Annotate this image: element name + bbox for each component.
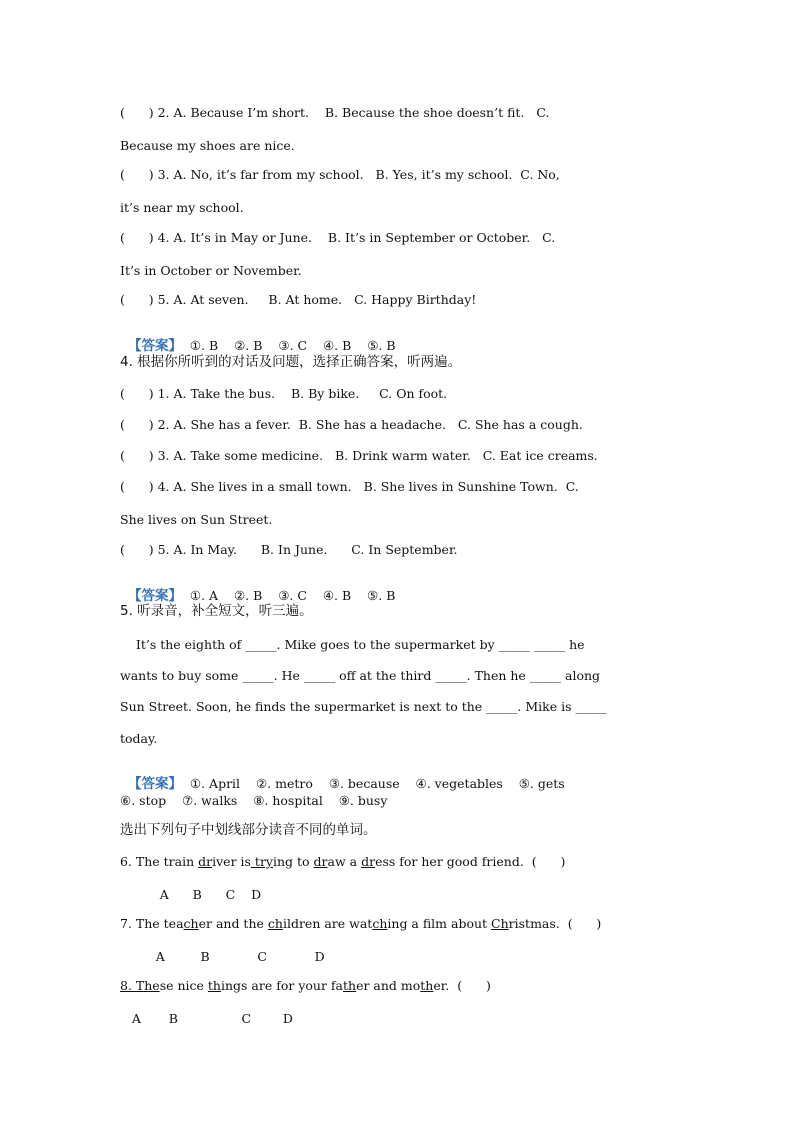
question-6-letters: A B C D — [120, 887, 262, 902]
answer-values: ①. April ②. metro ③. because ④. vegetables ⑤. gets — [181, 776, 565, 791]
q7-text: er and the — [198, 916, 268, 931]
q6-underline-b: try — [250, 854, 273, 869]
question-6 — [120, 854, 565, 870]
q6-text: 6. The train — [120, 854, 199, 869]
answer-line-s4 — [120, 572, 395, 604]
passage-line-2: wants to buy some _____. He _____ off at the third _____. Then he _____ along — [120, 668, 601, 683]
q8-text: se nice — [159, 978, 208, 993]
q6-text: ing to — [273, 854, 314, 869]
line-s3-q4: ( ) 4. A. It’s in May or June. B. It’s in September or October. C. — [120, 230, 556, 245]
answer-tag: 【答案】 — [127, 338, 182, 354]
question-8 — [120, 978, 491, 994]
q8-text: ings are for your fa — [220, 978, 343, 993]
q7-text: 7. The tea — [120, 916, 184, 931]
q7-text: ildren are wat — [282, 916, 373, 931]
answer-values: ①. B ②. B ③. C ④. B ⑤. B — [181, 338, 396, 353]
q7-underline-a: ch — [183, 916, 199, 931]
q8-underline-a: 8. The — [120, 978, 160, 993]
answer-tag: 【答案】 — [127, 588, 182, 604]
q8-text: er and mo — [356, 978, 421, 993]
q8-text: er. ( ) — [433, 978, 491, 993]
q7-text: ing a film about — [387, 916, 492, 931]
q6-underline-c: dr — [313, 854, 328, 869]
line-s3-q5: ( ) 5. A. At seven. B. At home. C. Happy Birthday! — [120, 292, 477, 307]
q7-underline-d: Ch — [491, 916, 509, 931]
passage-line-4: today. — [120, 731, 158, 746]
line-s4-q1: ( ) 1. A. Take the bus. B. By bike. C. On foot. — [120, 386, 448, 401]
passage-line-3: Sun Street. Soon, he finds the supermarket is next to the _____. Mike is _____ — [120, 699, 607, 714]
q6-text: aw a — [327, 854, 362, 869]
question-8-letters: A B C D — [120, 1011, 293, 1026]
line-s3-q2: ( ) 2. A. Because I’m short. B. Because the shoe doesn’t fit. C. — [120, 105, 550, 120]
answer-line-s5-cont: ⑥. stop ⑦. walks ⑧. hospital ⑨. busy — [120, 793, 388, 808]
section-6-title: 选出下列句子中划线部分读音不同的单词。 — [120, 822, 377, 838]
question-7 — [120, 916, 601, 932]
section-5-title: 5. 听录音，补全短文，听三遍。 — [120, 603, 313, 619]
line-s3-q3-cont: it’s near my school. — [120, 200, 244, 215]
passage-line-1: It’s the eighth of _____. Mike goes to the supermarket by _____ _____ he — [120, 637, 585, 652]
q7-text: ristmas. ( ) — [508, 916, 602, 931]
line-s4-q4-cont: She lives on Sun Street. — [120, 512, 273, 527]
answer-line-s5 — [120, 760, 565, 792]
q8-underline-d: th — [420, 978, 434, 993]
q6-text: iver is — [212, 854, 251, 869]
line-s3-q4-cont: It’s in October or November. — [120, 263, 302, 278]
question-7-letters: A B C D — [120, 949, 325, 964]
q8-underline-c: th — [343, 978, 357, 993]
line-s4-q4: ( ) 4. A. She lives in a small town. B. She lives in Sunshine Town. C. — [120, 479, 579, 494]
answer-tag: 【答案】 — [127, 776, 182, 792]
q8-underline-b: th — [207, 978, 221, 993]
line-s3-q2-cont: Because my shoes are nice. — [120, 138, 295, 153]
answer-line-s3 — [120, 322, 396, 354]
line-s4-q2: ( ) 2. A. She has a fever. B. She has a headache. C. She has a cough. — [120, 417, 583, 432]
section-4-title: 4. 根据你所听到的对话及问题，选择正确答案，听两遍。 — [120, 354, 462, 370]
q7-underline-c: ch — [372, 916, 388, 931]
q6-underline-a: dr — [198, 854, 213, 869]
line-s3-q3: ( ) 3. A. No, it’s far from my school. B. Yes, it’s my school. C. No, — [120, 167, 560, 182]
answer-values: ①. A ②. B ③. C ④. B ⑤. B — [181, 588, 396, 603]
line-s4-q3: ( ) 3. A. Take some medicine. B. Drink warm water. C. Eat ice creams. — [120, 448, 598, 463]
q6-underline-d: dr — [361, 854, 376, 869]
q6-text: ess for her good friend. ( ) — [375, 854, 566, 869]
line-s4-q5: ( ) 5. A. In May. B. In June. C. In September. — [120, 542, 458, 557]
q7-underline-b: ch — [267, 916, 283, 931]
